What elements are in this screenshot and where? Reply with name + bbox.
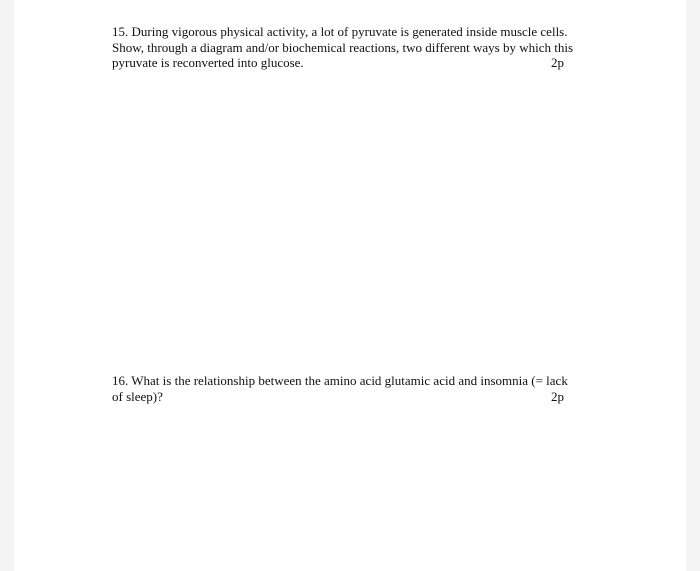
question-15-line-1: 15. During vigorous physical activity, a lot of pyruvate is generated inside muscle cells.	[112, 24, 568, 39]
question-15	[112, 24, 582, 71]
question-16-line-2-row	[112, 389, 582, 405]
question-16-points: 2p	[551, 388, 564, 404]
question-15-line-2: Show, through a diagram and/or biochemical reactions, two different ways by which this	[112, 39, 574, 55]
question-15-line-3: pyruvate is reconverted into glucose.	[112, 55, 304, 70]
question-15-points: 2p	[551, 55, 564, 70]
question-16	[112, 373, 582, 404]
question-16-line-2: of sleep)?	[112, 388, 163, 404]
question-15-line-3-row	[112, 55, 582, 71]
document-page	[14, 0, 686, 571]
question-16-line-1: 16. What is the relationship between the amino acid glutamic acid and insomnia (= lack	[112, 373, 568, 388]
